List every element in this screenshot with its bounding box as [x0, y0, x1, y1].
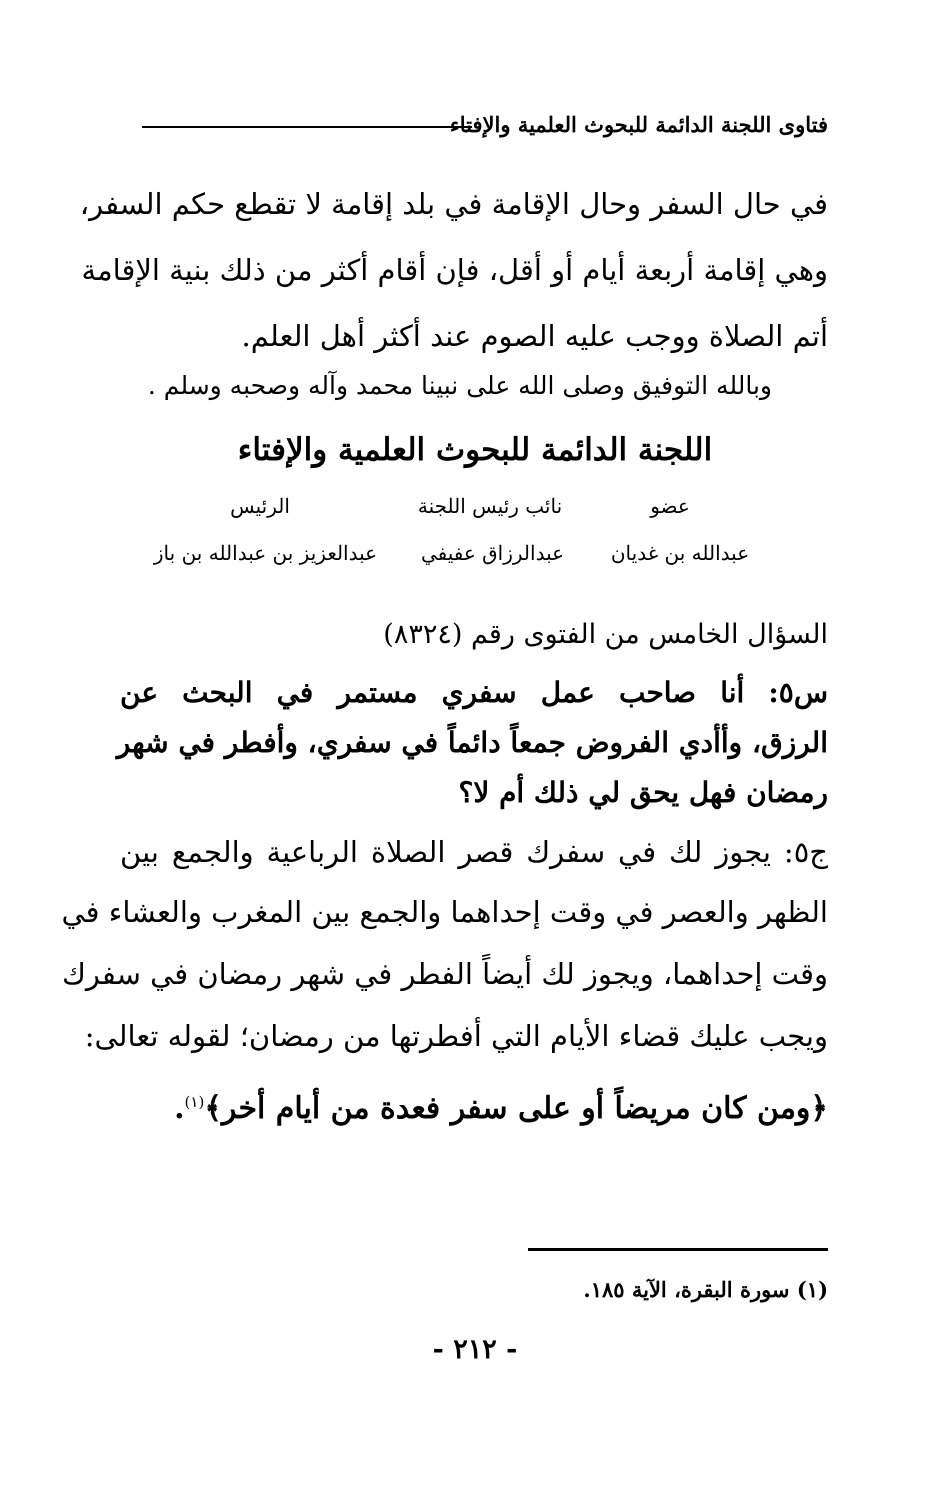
verse-end-mark: . — [174, 1091, 185, 1126]
signatory-role-deputy: نائب رئيس اللجنة — [417, 494, 563, 518]
answer-line: الظهر والعصر في وقت إحداهما والجمع بين المغرب والعشاء في — [61, 895, 828, 929]
answer-line: ج٥: يجوز لك في سفرك قصر الصلاة الرباعية والجمع بين — [120, 835, 828, 869]
question-heading: السؤال الخامس من الفتوى رقم (٨٣٢٤) — [383, 619, 828, 650]
page-number: - ٢١٢ - — [432, 1334, 518, 1365]
signatory-role-member: عضو — [650, 494, 690, 518]
signatory-name-president: عبدالعزيز بن عبدالله بن باز — [153, 541, 378, 565]
signatory-name-member: عبدالله بن غديان — [610, 541, 750, 565]
body-line: وهي إقامة أربعة أيام أو أقل، فإن أقام أكثر من ذلك بنية الإقامة — [81, 253, 828, 287]
answer-line: وقت إحداهما، ويجوز لك أيضاً الفطر في شهر رمضان في سفرك — [62, 957, 828, 991]
verse-text: ﴿ومن كان مريضاً أو على سفر فعدة من أيام أخر﴾ — [204, 1091, 828, 1126]
body-line: في حال السفر وحال الإقامة في بلد إقامة لا تقطع حكم السفر، — [79, 187, 828, 221]
body-line: أتم الصلاة ووجب عليه الصوم عند أكثر أهل العلم. — [241, 319, 828, 353]
question-line: س٥: أنا صاحب عمل سفري مستمر في البحث عن — [120, 676, 828, 709]
footnote-rule — [528, 1248, 828, 1251]
signatory-role-president: الرئيس — [230, 494, 290, 518]
answer-line: ويجب عليك قضاء الأيام التي أفطرتها من رمضان؛ لقوله تعالى: — [84, 1019, 828, 1053]
running-header: فتاوى اللجنة الدائمة للبحوث العلمية والإفتاء — [449, 112, 828, 137]
question-line: رمضان فهل يحق لي ذلك أم لا؟ — [458, 776, 828, 809]
footnote-marker: (١) — [184, 1093, 205, 1111]
committee-title: اللجنة الدائمة للبحوث العلمية والإفتاء — [237, 432, 713, 468]
header-rule — [142, 126, 472, 128]
quran-verse — [174, 1080, 828, 1131]
question-line: الرزق، وأأدي الفروض جمعاً دائماً في سفري، وأفطر في شهر — [116, 726, 828, 759]
signatory-name-deputy: عبدالرزاق عفيفي — [420, 541, 565, 565]
footnote: (١) سورة البقرة، الآية ١٨٥. — [583, 1277, 828, 1302]
closing-formula: وبالله التوفيق وصلى الله على نبينا محمد وآله وصحبه وسلم . — [147, 371, 772, 400]
